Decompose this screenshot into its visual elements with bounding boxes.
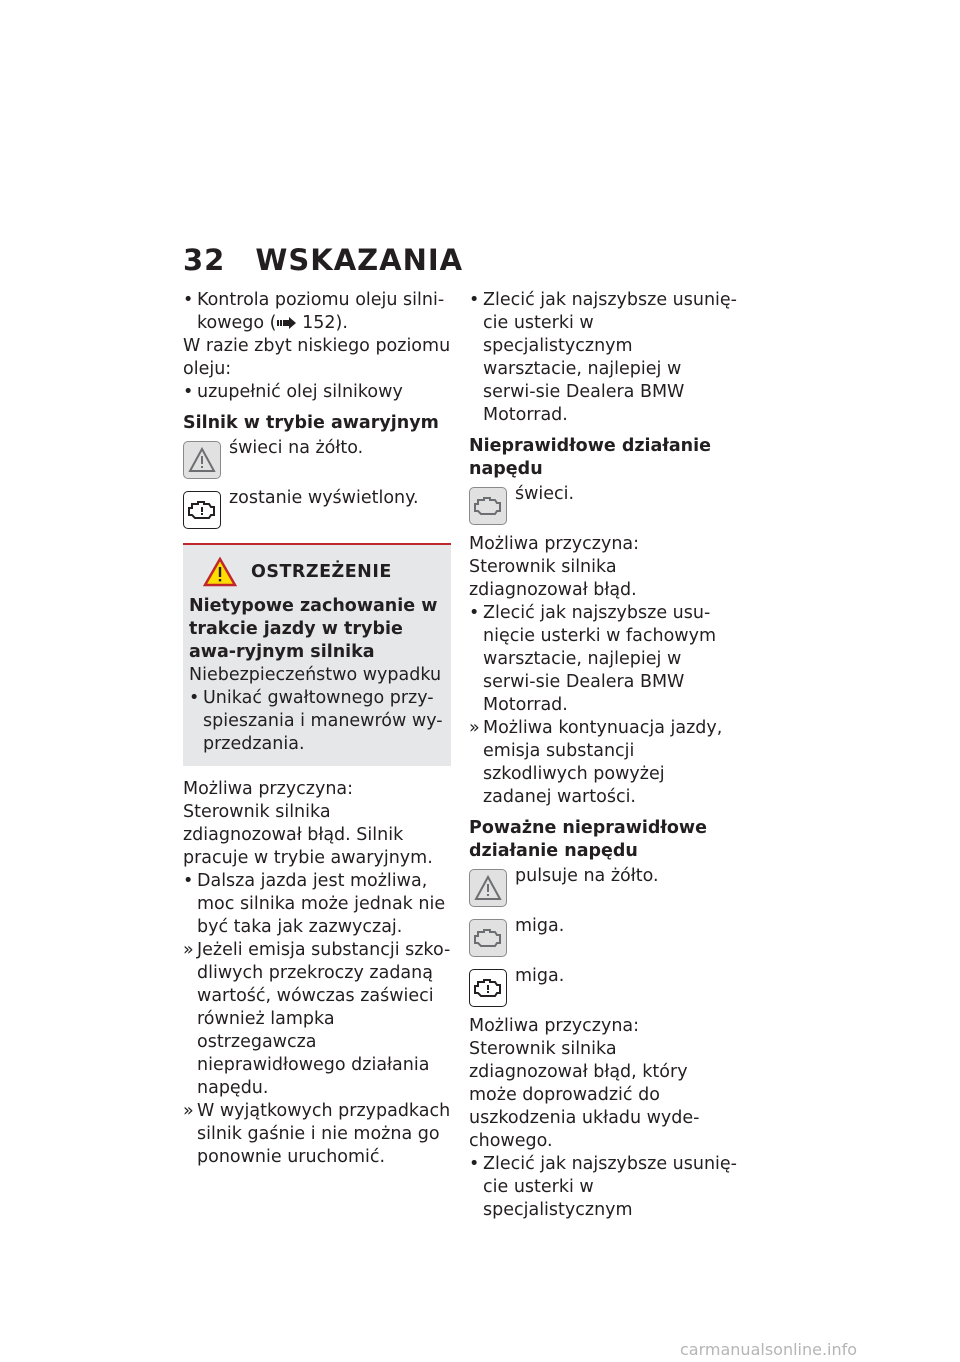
- heading-drive-malfunction: Nieprawidłowe działanie napędu: [469, 436, 711, 479]
- page-title: WSKAZANIA: [255, 243, 464, 277]
- indicator-row: zostanie wyświetlony.: [183, 487, 451, 529]
- right-column: [469, 289, 737, 1222]
- engine-icon: [469, 919, 507, 957]
- bullet-repair: • Zlecić jak najszybsze usunię-cie usterki w specjalistycznym: [469, 1153, 737, 1222]
- bullet-oil-check: • Kontrola poziomu oleju silni-kowego ( 152).: [183, 289, 451, 335]
- possible-cause-label: Możliwa przyczyna:: [469, 534, 640, 554]
- page-number: 32: [183, 243, 226, 277]
- indicator-row: miga.: [469, 915, 737, 957]
- result-emission: » Jeżeli emisja substancji szko-dliwych przekroczy zadaną wartość, wówczas zaświeci również lampka ostrzegawcza nieprawidłowego działania napędu.: [183, 939, 451, 1100]
- indicator-row: świeci na żółto.: [183, 437, 451, 479]
- warning-triangle-icon: [203, 557, 237, 587]
- heading-emergency-mode: Silnik w trybie awaryjnym: [183, 413, 439, 433]
- possible-cause-label: Możliwa przyczyna:: [183, 779, 354, 799]
- heading-serious-malfunction: Poważne nieprawidłowe działanie napędu: [469, 818, 707, 861]
- warning-title: OSTRZEŻENIE: [189, 557, 445, 587]
- indicator-row: świeci.: [469, 483, 737, 525]
- warning-heading: Nietypowe zachowanie w trakcie jazdy w trybie awa-ryjnym silnika: [189, 596, 438, 662]
- cause-text: Sterownik silnika zdiagnozował błąd, który może doprowadzić do uszkodzenia układu wyde-chowego.: [469, 1039, 700, 1151]
- cause-text: Sterownik silnika zdiagnozował błąd.: [469, 557, 637, 600]
- watermark: carmanualsonline.info: [680, 1340, 858, 1359]
- result-engine-stall: » W wyjątkowych przypadkach silnik gaśnie i nie można go ponownie uruchomić.: [183, 1100, 451, 1169]
- engine-check-icon: [183, 491, 221, 529]
- indicator-row: pulsuje na żółto.: [469, 865, 737, 907]
- engine-icon: [469, 487, 507, 525]
- possible-cause-label: Możliwa przyczyna:: [469, 1016, 640, 1036]
- warning-box: [183, 543, 451, 766]
- left-column: [183, 289, 451, 1169]
- indicator-row: miga.: [469, 965, 737, 1007]
- bullet-continue-riding: • Dalsza jazda jest możliwa, moc silnika może jednak nie być taka jak zazwyczaj.: [183, 870, 451, 939]
- reference-arrow-icon: [277, 317, 297, 329]
- warning-text: Niebezpieczeństwo wypadku: [189, 665, 442, 685]
- result-continue-riding: » Możliwa kontynuacja jazdy, emisja substancji szkodliwych powyżej zadanej wartości.: [469, 717, 737, 809]
- cause-text: Sterownik silnika zdiagnozował błąd. Silnik pracuje w trybie awaryjnym.: [183, 802, 433, 868]
- bullet-repair: • Zlecić jak najszybsze usunię-cie usterki w specjalistycznym warsztacie, najlepiej w serwi-sie Dealera BMW Motorrad.: [469, 289, 737, 427]
- general-warning-icon: [469, 869, 507, 907]
- page-header: [183, 243, 463, 277]
- bullet-refill-oil: • uzupełnić olej silnikowy: [183, 381, 451, 404]
- engine-check-icon: [469, 969, 507, 1007]
- warning-bullet: • Unikać gwałtownego przy-spieszania i manewrów wy-przedzania.: [189, 687, 445, 756]
- general-warning-icon: [183, 441, 221, 479]
- oil-low-text: W razie zbyt niskiego poziomu oleju:: [183, 336, 451, 379]
- bullet-repair: • Zlecić jak najszybsze usu-nięcie usterki w fachowym warsztacie, najlepiej w serwi-sie Dealera BMW Motorrad.: [469, 602, 737, 717]
